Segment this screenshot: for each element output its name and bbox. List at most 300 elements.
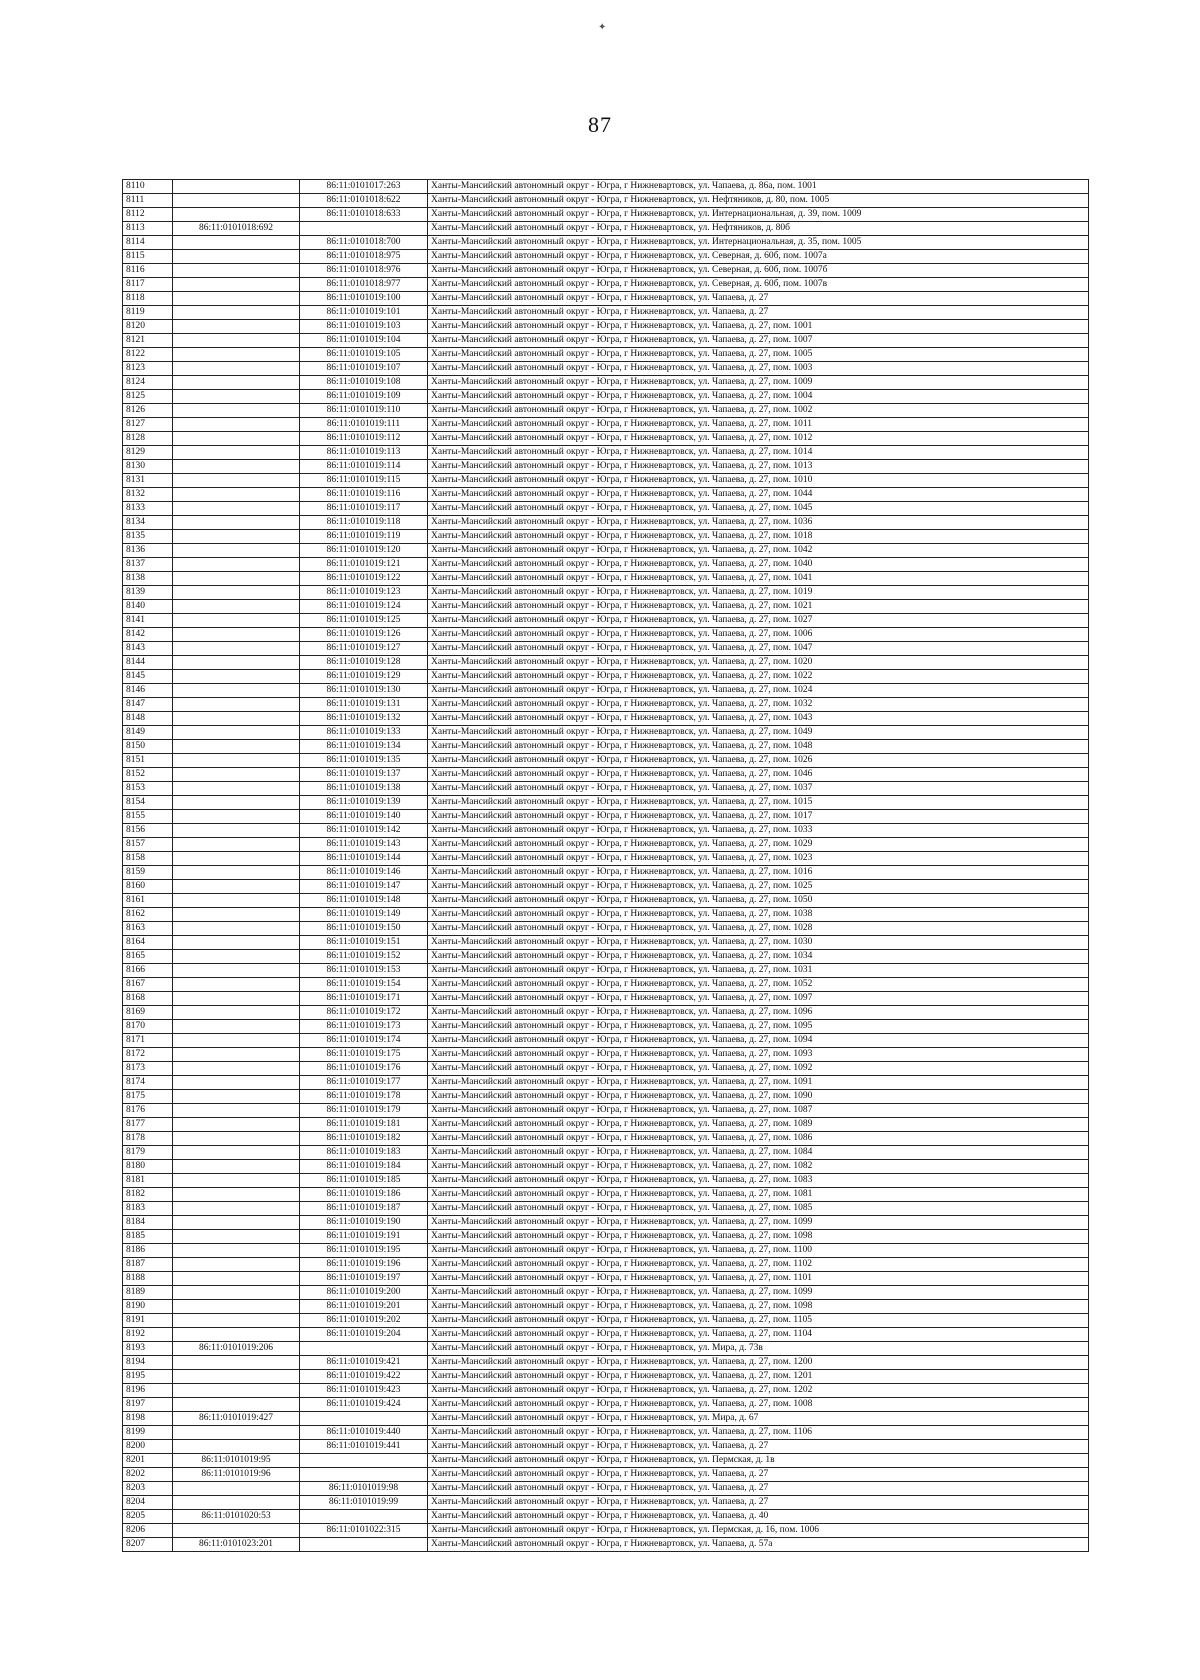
premises-cadastral-number: 86:11:0101019:185 [300, 1174, 428, 1188]
premises-cadastral-number: 86:11:0101019:201 [300, 1300, 428, 1314]
parcel-cadastral-number [173, 1314, 300, 1328]
row-number: 8127 [123, 418, 173, 432]
table-row [123, 698, 1089, 712]
parcel-cadastral-number [173, 908, 300, 922]
object-address: Ханты-Мансийский автономный округ - Югра, г Нижневартовск, ул. Чапаева, д. 27, пом. 1043 [428, 712, 1089, 726]
object-address: Ханты-Мансийский автономный округ - Югра, г Нижневартовск, ул. Чапаева, д. 27, пом. 1014 [428, 446, 1089, 460]
object-address: Ханты-Мансийский автономный округ - Югра, г Нижневартовск, ул. Чапаева, д. 27, пом. 1021 [428, 600, 1089, 614]
row-number: 8175 [123, 1090, 173, 1104]
parcel-cadastral-number [173, 838, 300, 852]
object-address: Ханты-Мансийский автономный округ - Югра, г Нижневартовск, ул. Чапаева, д. 27, пом. 1025 [428, 880, 1089, 894]
row-number: 8181 [123, 1174, 173, 1188]
premises-cadastral-number: 86:11:0101019:132 [300, 712, 428, 726]
table-row [123, 712, 1089, 726]
premises-cadastral-number: 86:11:0101019:179 [300, 1104, 428, 1118]
parcel-cadastral-number [173, 1006, 300, 1020]
premises-cadastral-number: 86:11:0101019:177 [300, 1076, 428, 1090]
row-number: 8173 [123, 1062, 173, 1076]
object-address: Ханты-Мансийский автономный округ - Югра, г Нижневартовск, ул. Чапаева, д. 27, пом. 1030 [428, 936, 1089, 950]
row-number: 8110 [123, 180, 173, 194]
object-address: Ханты-Мансийский автономный округ - Югра, г Нижневартовск, ул. Чапаева, д. 27, пом. 1102 [428, 1258, 1089, 1272]
object-address: Ханты-Мансийский автономный округ - Югра, г Нижневартовск, ул. Чапаева, д. 27, пом. 1045 [428, 502, 1089, 516]
table-row [123, 264, 1089, 278]
row-number: 8144 [123, 656, 173, 670]
table-row [123, 992, 1089, 1006]
parcel-cadastral-number [173, 586, 300, 600]
premises-cadastral-number: 86:11:0101019:143 [300, 838, 428, 852]
table-row [123, 1356, 1089, 1370]
table-row [123, 866, 1089, 880]
table-row [123, 824, 1089, 838]
premises-cadastral-number: 86:11:0101019:172 [300, 1006, 428, 1020]
parcel-cadastral-number [173, 208, 300, 222]
table-row [123, 1034, 1089, 1048]
premises-cadastral-number: 86:11:0101019:424 [300, 1398, 428, 1412]
table-row [123, 1244, 1089, 1258]
object-address: Ханты-Мансийский автономный округ - Югра, г Нижневартовск, ул. Чапаева, д. 27 [428, 1482, 1089, 1496]
parcel-cadastral-number [173, 432, 300, 446]
table-row [123, 656, 1089, 670]
object-address: Ханты-Мансийский автономный округ - Югра, г Нижневартовск, ул. Чапаева, д. 27, пом. 1093 [428, 1048, 1089, 1062]
row-number: 8137 [123, 558, 173, 572]
object-address: Ханты-Мансийский автономный округ - Югра, г Нижневартовск, ул. Чапаева, д. 27, пом. 1202 [428, 1384, 1089, 1398]
object-address: Ханты-Мансийский автономный округ - Югра, г Нижневартовск, ул. Чапаева, д. 27, пом. 1037 [428, 782, 1089, 796]
parcel-cadastral-number [173, 390, 300, 404]
parcel-cadastral-number: 86:11:0101019:95 [173, 1454, 300, 1468]
object-address: Ханты-Мансийский автономный округ - Югра, г Нижневартовск, ул. Пермская, д. 1в [428, 1454, 1089, 1468]
row-number: 8150 [123, 740, 173, 754]
row-number: 8184 [123, 1216, 173, 1230]
parcel-cadastral-number [173, 1286, 300, 1300]
parcel-cadastral-number [173, 782, 300, 796]
object-address: Ханты-Мансийский автономный округ - Югра, г Нижневартовск, ул. Чапаева, д. 27, пом. 1040 [428, 558, 1089, 572]
premises-cadastral-number: 86:11:0101019:121 [300, 558, 428, 572]
parcel-cadastral-number [173, 740, 300, 754]
premises-cadastral-number: 86:11:0101019:139 [300, 796, 428, 810]
row-number: 8157 [123, 838, 173, 852]
object-address: Ханты-Мансийский автономный округ - Югра, г Нижневартовск, ул. Чапаева, д. 27, пом. 1098 [428, 1230, 1089, 1244]
object-address: Ханты-Мансийский автономный округ - Югра, г Нижневартовск, ул. Чапаева, д. 27, пом. 1100 [428, 1244, 1089, 1258]
object-address: Ханты-Мансийский автономный округ - Югра, г Нижневартовск, ул. Чапаева, д. 27, пом. 1026 [428, 754, 1089, 768]
row-number: 8145 [123, 670, 173, 684]
row-number: 8125 [123, 390, 173, 404]
table-row [123, 684, 1089, 698]
parcel-cadastral-number [173, 446, 300, 460]
table-row [123, 936, 1089, 950]
table-row [123, 978, 1089, 992]
object-address: Ханты-Мансийский автономный округ - Югра, г Нижневартовск, ул. Чапаева, д. 27, пом. 1049 [428, 726, 1089, 740]
premises-cadastral-number: 86:11:0101019:195 [300, 1244, 428, 1258]
premises-cadastral-number: 86:11:0101018:622 [300, 194, 428, 208]
object-address: Ханты-Мансийский автономный округ - Югра, г Нижневартовск, ул. Чапаева, д. 27, пом. 1024 [428, 684, 1089, 698]
object-address: Ханты-Мансийский автономный округ - Югра, г Нижневартовск, ул. Чапаева, д. 27, пом. 1200 [428, 1356, 1089, 1370]
premises-cadastral-number: 86:11:0101019:133 [300, 726, 428, 740]
parcel-cadastral-number [173, 1300, 300, 1314]
table-row [123, 1076, 1089, 1090]
parcel-cadastral-number [173, 362, 300, 376]
table-row [123, 404, 1089, 418]
object-address: Ханты-Мансийский автономный округ - Югра, г Нижневартовск, ул. Чапаева, д. 27, пом. 1012 [428, 432, 1089, 446]
object-address: Ханты-Мансийский автономный округ - Югра, г Нижневартовск, ул. Чапаева, д. 27, пом. 1016 [428, 866, 1089, 880]
row-number: 8190 [123, 1300, 173, 1314]
parcel-cadastral-number [173, 614, 300, 628]
table-row [123, 516, 1089, 530]
row-number: 8134 [123, 516, 173, 530]
parcel-cadastral-number: 86:11:0101019:427 [173, 1412, 300, 1426]
table-row [123, 1286, 1089, 1300]
table-row [123, 306, 1089, 320]
row-number: 8195 [123, 1370, 173, 1384]
object-address: Ханты-Мансийский автономный округ - Югра, г Нижневартовск, ул. Чапаева, д. 27 [428, 1468, 1089, 1482]
premises-cadastral-number: 86:11:0101019:108 [300, 376, 428, 390]
row-number: 8154 [123, 796, 173, 810]
parcel-cadastral-number [173, 1132, 300, 1146]
parcel-cadastral-number [173, 572, 300, 586]
table-row [123, 852, 1089, 866]
object-address: Ханты-Мансийский автономный округ - Югра, г Нижневартовск, ул. Чапаева, д. 27, пом. 1028 [428, 922, 1089, 936]
parcel-cadastral-number [173, 600, 300, 614]
object-address: Ханты-Мансийский автономный округ - Югра, г Нижневартовск, ул. Чапаева, д. 27, пом. 1029 [428, 838, 1089, 852]
parcel-cadastral-number [173, 1524, 300, 1538]
row-number: 8201 [123, 1454, 173, 1468]
row-number: 8178 [123, 1132, 173, 1146]
row-number: 8141 [123, 614, 173, 628]
row-number: 8129 [123, 446, 173, 460]
row-number: 8168 [123, 992, 173, 1006]
row-number: 8189 [123, 1286, 173, 1300]
object-address: Ханты-Мансийский автономный округ - Югра, г Нижневартовск, ул. Чапаева, д. 27 [428, 1440, 1089, 1454]
parcel-cadastral-number [173, 1426, 300, 1440]
row-number: 8135 [123, 530, 173, 544]
row-number: 8159 [123, 866, 173, 880]
row-number: 8176 [123, 1104, 173, 1118]
premises-cadastral-number: 86:11:0101019:171 [300, 992, 428, 1006]
premises-cadastral-number: 86:11:0101019:114 [300, 460, 428, 474]
premises-cadastral-number: 86:11:0101019:173 [300, 1020, 428, 1034]
parcel-cadastral-number: 86:11:0101020:53 [173, 1510, 300, 1524]
table-row [123, 642, 1089, 656]
premises-cadastral-number: 86:11:0101019:196 [300, 1258, 428, 1272]
row-number: 8207 [123, 1538, 173, 1552]
object-address: Ханты-Мансийский автономный округ - Югра, г Нижневартовск, ул. Чапаева, д. 27, пом. 1020 [428, 656, 1089, 670]
premises-cadastral-number: 86:11:0101022:315 [300, 1524, 428, 1538]
object-address: Ханты-Мансийский автономный округ - Югра, г Нижневартовск, ул. Чапаева, д. 27, пом. 1047 [428, 642, 1089, 656]
table-row [123, 1258, 1089, 1272]
table-row [123, 558, 1089, 572]
premises-cadastral-number [300, 1468, 428, 1482]
object-address: Ханты-Мансийский автономный округ - Югра, г Нижневартовск, ул. Чапаева, д. 27, пом. 1091 [428, 1076, 1089, 1090]
table-row [123, 1146, 1089, 1160]
row-number: 8124 [123, 376, 173, 390]
premises-cadastral-number: 86:11:0101019:421 [300, 1356, 428, 1370]
page-number: 87 [588, 112, 612, 137]
object-address: Ханты-Мансийский автономный округ - Югра, г Нижневартовск, ул. Чапаева, д. 27, пом. 1092 [428, 1062, 1089, 1076]
premises-cadastral-number: 86:11:0101019:134 [300, 740, 428, 754]
row-number: 8130 [123, 460, 173, 474]
parcel-cadastral-number [173, 950, 300, 964]
parcel-cadastral-number [173, 264, 300, 278]
table-row [123, 838, 1089, 852]
object-address: Ханты-Мансийский автономный округ - Югра, г Нижневартовск, ул. Пермская, д. 16, пом. 1006 [428, 1524, 1089, 1538]
premises-cadastral-number: 86:11:0101019:109 [300, 390, 428, 404]
row-number: 8117 [123, 278, 173, 292]
table-row [123, 1202, 1089, 1216]
row-number: 8164 [123, 936, 173, 950]
table-row [123, 1300, 1089, 1314]
row-number: 8114 [123, 236, 173, 250]
parcel-cadastral-number [173, 1188, 300, 1202]
table-row [123, 292, 1089, 306]
row-number: 8131 [123, 474, 173, 488]
row-number: 8198 [123, 1412, 173, 1426]
object-address: Ханты-Мансийский автономный округ - Югра, г Нижневартовск, ул. Чапаева, д. 27, пом. 1104 [428, 1328, 1089, 1342]
object-address: Ханты-Мансийский автономный округ - Югра, г Нижневартовск, ул. Чапаева, д. 27, пом. 1008 [428, 1398, 1089, 1412]
table-row [123, 362, 1089, 376]
object-address: Ханты-Мансийский автономный округ - Югра, г Нижневартовск, ул. Чапаева, д. 27, пом. 1010 [428, 474, 1089, 488]
premises-cadastral-number: 86:11:0101019:153 [300, 964, 428, 978]
parcel-cadastral-number [173, 418, 300, 432]
row-number: 8203 [123, 1482, 173, 1496]
table-row [123, 348, 1089, 362]
premises-cadastral-number: 86:11:0101019:187 [300, 1202, 428, 1216]
row-number: 8192 [123, 1328, 173, 1342]
premises-cadastral-number: 86:11:0101019:151 [300, 936, 428, 950]
object-address: Ханты-Мансийский автономный округ - Югра, г Нижневартовск, ул. Чапаева, д. 27, пом. 1007 [428, 334, 1089, 348]
row-number: 8202 [123, 1468, 173, 1482]
table-row [123, 376, 1089, 390]
parcel-cadastral-number [173, 824, 300, 838]
premises-cadastral-number: 86:11:0101019:124 [300, 600, 428, 614]
object-address: Ханты-Мансийский автономный округ - Югра, г Нижневартовск, ул. Чапаева, д. 27, пом. 1094 [428, 1034, 1089, 1048]
table-row [123, 1230, 1089, 1244]
table-row [123, 1090, 1089, 1104]
object-address: Ханты-Мансийский автономный округ - Югра, г Нижневартовск, ул. Мира, д. 73в [428, 1342, 1089, 1356]
object-address: Ханты-Мансийский автономный округ - Югра, г Нижневартовск, ул. Чапаева, д. 27, пом. 1042 [428, 544, 1089, 558]
table-row [123, 964, 1089, 978]
row-number: 8174 [123, 1076, 173, 1090]
object-address: Ханты-Мансийский автономный округ - Югра, г Нижневартовск, ул. Чапаева, д. 57а [428, 1538, 1089, 1552]
object-address: Ханты-Мансийский автономный округ - Югра, г Нижневартовск, ул. Чапаева, д. 27, пом. 1046 [428, 768, 1089, 782]
table-row [123, 1538, 1089, 1552]
premises-cadastral-number: 86:11:0101019:119 [300, 530, 428, 544]
premises-cadastral-number: 86:11:0101018:975 [300, 250, 428, 264]
premises-cadastral-number: 86:11:0101019:126 [300, 628, 428, 642]
row-number: 8151 [123, 754, 173, 768]
row-number: 8179 [123, 1146, 173, 1160]
parcel-cadastral-number [173, 670, 300, 684]
premises-cadastral-number: 86:11:0101019:138 [300, 782, 428, 796]
premises-cadastral-number: 86:11:0101019:129 [300, 670, 428, 684]
premises-cadastral-number: 86:11:0101019:140 [300, 810, 428, 824]
object-address: Ханты-Мансийский автономный округ - Югра, г Нижневартовск, ул. Чапаева, д. 27, пом. 1099 [428, 1216, 1089, 1230]
parcel-cadastral-number [173, 1160, 300, 1174]
row-number: 8200 [123, 1440, 173, 1454]
object-address: Ханты-Мансийский автономный округ - Югра, г Нижневартовск, ул. Чапаева, д. 27, пом. 1052 [428, 978, 1089, 992]
row-number: 8171 [123, 1034, 173, 1048]
parcel-cadastral-number [173, 1174, 300, 1188]
row-number: 8156 [123, 824, 173, 838]
object-address: Ханты-Мансийский автономный округ - Югра, г Нижневартовск, ул. Чапаева, д. 27, пом. 1089 [428, 1118, 1089, 1132]
premises-cadastral-number: 86:11:0101019:125 [300, 614, 428, 628]
table-row [123, 1398, 1089, 1412]
table-row [123, 1454, 1089, 1468]
object-address: Ханты-Мансийский автономный округ - Югра, г Нижневартовск, ул. Чапаева, д. 27, пом. 1082 [428, 1160, 1089, 1174]
table-row [123, 488, 1089, 502]
object-address: Ханты-Мансийский автономный округ - Югра, г Нижневартовск, ул. Чапаева, д. 27, пом. 1001 [428, 320, 1089, 334]
row-number: 8206 [123, 1524, 173, 1538]
parcel-cadastral-number [173, 376, 300, 390]
parcel-cadastral-number [173, 1440, 300, 1454]
parcel-cadastral-number [173, 768, 300, 782]
parcel-cadastral-number [173, 488, 300, 502]
parcel-cadastral-number [173, 1062, 300, 1076]
table-row [123, 1412, 1089, 1426]
premises-cadastral-number: 86:11:0101019:190 [300, 1216, 428, 1230]
object-address: Ханты-Мансийский автономный округ - Югра, г Нижневартовск, ул. Северная, д. 60б, пом. 1007в [428, 278, 1089, 292]
table-row [123, 1006, 1089, 1020]
table-row [123, 418, 1089, 432]
table-row [123, 1524, 1089, 1538]
object-address: Ханты-Мансийский автономный округ - Югра, г Нижневартовск, ул. Чапаева, д. 27, пом. 1101 [428, 1272, 1089, 1286]
table-row [123, 320, 1089, 334]
object-address: Ханты-Мансийский автономный округ - Югра, г Нижневартовск, ул. Чапаева, д. 27, пом. 1019 [428, 586, 1089, 600]
parcel-cadastral-number [173, 334, 300, 348]
parcel-cadastral-number [173, 1118, 300, 1132]
premises-cadastral-number: 86:11:0101018:977 [300, 278, 428, 292]
table-row [123, 726, 1089, 740]
table-row [123, 180, 1089, 194]
parcel-cadastral-number [173, 726, 300, 740]
premises-cadastral-number: 86:11:0101019:113 [300, 446, 428, 460]
parcel-cadastral-number [173, 474, 300, 488]
parcel-cadastral-number [173, 684, 300, 698]
parcel-cadastral-number: 86:11:0101019:96 [173, 1468, 300, 1482]
row-number: 8194 [123, 1356, 173, 1370]
parcel-cadastral-number [173, 278, 300, 292]
parcel-cadastral-number [173, 1482, 300, 1496]
parcel-cadastral-number [173, 1230, 300, 1244]
table-row [123, 1188, 1089, 1202]
parcel-cadastral-number [173, 502, 300, 516]
table-row [123, 502, 1089, 516]
premises-cadastral-number: 86:11:0101019:123 [300, 586, 428, 600]
table-row [123, 1440, 1089, 1454]
row-number: 8136 [123, 544, 173, 558]
parcel-cadastral-number [173, 1216, 300, 1230]
object-address: Ханты-Мансийский автономный округ - Югра, г Нижневартовск, ул. Чапаева, д. 27, пом. 1011 [428, 418, 1089, 432]
parcel-cadastral-number [173, 1034, 300, 1048]
premises-cadastral-number: 86:11:0101019:110 [300, 404, 428, 418]
parcel-cadastral-number [173, 656, 300, 670]
object-address: Ханты-Мансийский автономный округ - Югра, г Нижневартовск, ул. Чапаева, д. 27, пом. 1041 [428, 572, 1089, 586]
object-address: Ханты-Мансийский автономный округ - Югра, г Нижневартовск, ул. Чапаева, д. 27, пом. 1090 [428, 1090, 1089, 1104]
premises-cadastral-number: 86:11:0101019:104 [300, 334, 428, 348]
object-address: Ханты-Мансийский автономный округ - Югра, г Нижневартовск, ул. Чапаева, д. 27 [428, 1496, 1089, 1510]
table-row [123, 278, 1089, 292]
parcel-cadastral-number [173, 1258, 300, 1272]
table-row [123, 950, 1089, 964]
parcel-cadastral-number [173, 306, 300, 320]
row-number: 8128 [123, 432, 173, 446]
table-row [123, 782, 1089, 796]
parcel-cadastral-number [173, 894, 300, 908]
row-number: 8123 [123, 362, 173, 376]
row-number: 8161 [123, 894, 173, 908]
parcel-cadastral-number [173, 530, 300, 544]
premises-cadastral-number: 86:11:0101019:174 [300, 1034, 428, 1048]
object-address: Ханты-Мансийский автономный округ - Югра, г Нижневартовск, ул. Чапаева, д. 27, пом. 1009 [428, 376, 1089, 390]
premises-cadastral-number: 86:11:0101019:149 [300, 908, 428, 922]
premises-cadastral-number: 86:11:0101019:197 [300, 1272, 428, 1286]
premises-cadastral-number: 86:11:0101017:263 [300, 180, 428, 194]
parcel-cadastral-number [173, 964, 300, 978]
premises-cadastral-number [300, 1412, 428, 1426]
parcel-cadastral-number [173, 628, 300, 642]
table-row [123, 460, 1089, 474]
table-row [123, 194, 1089, 208]
premises-cadastral-number: 86:11:0101019:191 [300, 1230, 428, 1244]
row-number: 8170 [123, 1020, 173, 1034]
object-address: Ханты-Мансийский автономный округ - Югра, г Нижневартовск, ул. Чапаева, д. 27, пом. 1106 [428, 1426, 1089, 1440]
premises-cadastral-number: 86:11:0101019:184 [300, 1160, 428, 1174]
table-row [123, 222, 1089, 236]
parcel-cadastral-number [173, 320, 300, 334]
table-row [123, 796, 1089, 810]
row-number: 8132 [123, 488, 173, 502]
premises-cadastral-number: 86:11:0101019:98 [300, 1482, 428, 1496]
row-number: 8197 [123, 1398, 173, 1412]
table-row [123, 810, 1089, 824]
premises-cadastral-number: 86:11:0101019:176 [300, 1062, 428, 1076]
parcel-cadastral-number: 86:11:0101023:201 [173, 1538, 300, 1552]
premises-cadastral-number: 86:11:0101019:128 [300, 656, 428, 670]
table-row [123, 250, 1089, 264]
row-number: 8186 [123, 1244, 173, 1258]
row-number: 8152 [123, 768, 173, 782]
premises-cadastral-number: 86:11:0101019:130 [300, 684, 428, 698]
premises-cadastral-number: 86:11:0101019:112 [300, 432, 428, 446]
parcel-cadastral-number [173, 1272, 300, 1286]
parcel-cadastral-number [173, 880, 300, 894]
object-address: Ханты-Мансийский автономный округ - Югра, г Нижневартовск, ул. Нефтяников, д. 80б [428, 222, 1089, 236]
premises-cadastral-number: 86:11:0101019:178 [300, 1090, 428, 1104]
object-address: Ханты-Мансийский автономный округ - Югра, г Нижневартовск, ул. Чапаева, д. 27, пом. 1034 [428, 950, 1089, 964]
object-address: Ханты-Мансийский автономный округ - Югра, г Нижневартовск, ул. Чапаева, д. 27, пом. 1004 [428, 390, 1089, 404]
table-row [123, 1384, 1089, 1398]
row-number: 8185 [123, 1230, 173, 1244]
row-number: 8115 [123, 250, 173, 264]
object-address: Ханты-Мансийский автономный округ - Югра, г Нижневартовск, ул. Чапаева, д. 27, пом. 1033 [428, 824, 1089, 838]
object-address: Ханты-Мансийский автономный округ - Югра, г Нижневартовск, ул. Чапаева, д. 27, пом. 1105 [428, 1314, 1089, 1328]
row-number: 8143 [123, 642, 173, 656]
row-number: 8142 [123, 628, 173, 642]
parcel-cadastral-number [173, 992, 300, 1006]
table-row [123, 880, 1089, 894]
object-address: Ханты-Мансийский автономный округ - Югра, г Нижневартовск, ул. Чапаева, д. 27, пом. 1017 [428, 810, 1089, 824]
premises-cadastral-number [300, 1454, 428, 1468]
object-address: Ханты-Мансийский автономный округ - Югра, г Нижневартовск, ул. Чапаева, д. 27, пом. 1201 [428, 1370, 1089, 1384]
premises-cadastral-number [300, 1538, 428, 1552]
parcel-cadastral-number [173, 1202, 300, 1216]
object-address: Ханты-Мансийский автономный округ - Югра, г Нижневартовск, ул. Чапаева, д. 27, пом. 1098 [428, 1300, 1089, 1314]
table-row [123, 586, 1089, 600]
object-address: Ханты-Мансийский автономный округ - Югра, г Нижневартовск, ул. Чапаева, д. 27, пом. 1097 [428, 992, 1089, 1006]
parcel-cadastral-number [173, 1496, 300, 1510]
row-number: 8140 [123, 600, 173, 614]
object-address: Ханты-Мансийский автономный округ - Югра, г Нижневартовск, ул. Чапаева, д. 27, пом. 1096 [428, 1006, 1089, 1020]
premises-cadastral-number: 86:11:0101019:120 [300, 544, 428, 558]
row-number: 8160 [123, 880, 173, 894]
